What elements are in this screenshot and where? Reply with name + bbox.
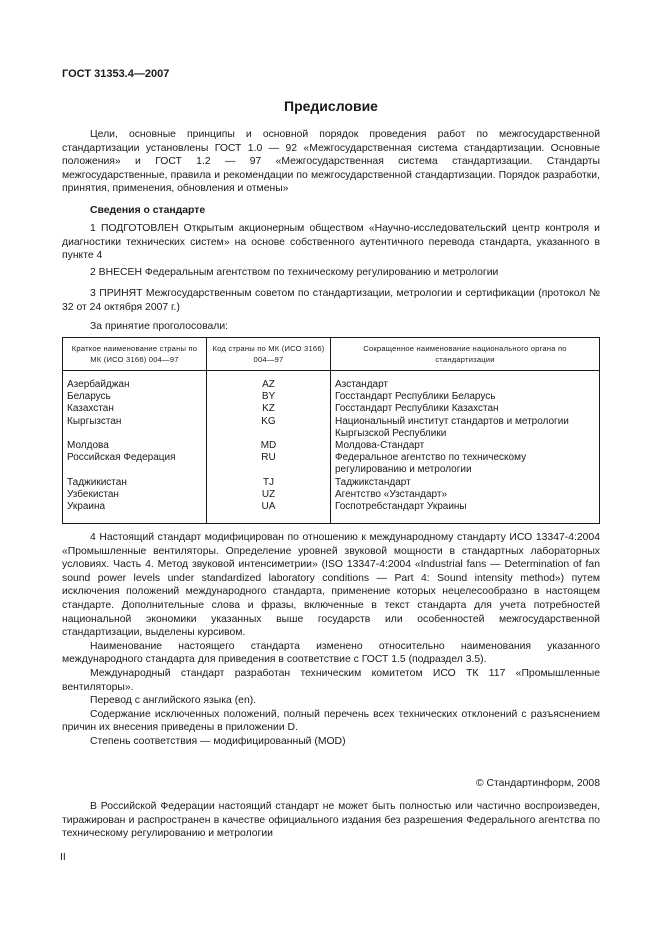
intro-paragraph: Цели, основные принципы и основной порядок проведения работ по межгосударственной стандартизации установлены ГОСТ 1.0 — 92 «Межгосударственная система стандартизации. Основные положения» и ГОСТ 1.2 — 97 «Межгосударственная система стандартизации. Стандарты межгосударственные, правила и рекомендации по межгосударственной стандартизации. Порядок разработки, принятия, применения, обновления и отмены»	[62, 129, 600, 195]
legal-notice-block	[62, 800, 600, 841]
code-cell: AZ	[207, 379, 331, 391]
country-cell: Казахстан	[63, 403, 207, 415]
table-row	[63, 379, 600, 391]
table-row	[63, 416, 600, 440]
body-cell: Госстандарт Республики Беларусь	[331, 391, 600, 403]
copyright-notice: © Стандартинформ, 2008	[475, 778, 600, 789]
table-row	[63, 501, 600, 524]
table-row	[63, 477, 600, 489]
item-2-block	[62, 266, 600, 280]
country-cell: Молдова	[63, 440, 207, 452]
code-cell: UZ	[207, 489, 331, 501]
header-code: Код страны по МК (ИСО 3166) 004—97	[207, 338, 331, 371]
body-cell: Агентство «Узстандарт»	[331, 489, 600, 501]
item-3-block	[62, 287, 600, 314]
degree-of-correspondence-paragraph: Степень соответствия — модифицированный (MOD)	[90, 735, 346, 747]
country-cell: Таджикистан	[63, 477, 207, 489]
standard-info-block	[62, 204, 600, 218]
voted-label: За принятие проголосовали:	[90, 321, 229, 332]
intro-block	[62, 128, 600, 196]
item-4-block	[62, 531, 600, 749]
country-cell: Беларусь	[63, 391, 207, 403]
body-cell: Молдова-Стандарт	[331, 440, 600, 452]
country-cell: Украина	[63, 501, 207, 524]
code-cell: TJ	[207, 477, 331, 489]
table-row	[63, 452, 600, 476]
excluded-provisions-paragraph: Содержание исключенных положений, полный перечень всех технических отклонений с разъяснением причин их внесения приведены в приложении D.	[62, 708, 600, 734]
table-row	[63, 489, 600, 501]
body-cell: Госстандарт Республики Казахстан	[331, 403, 600, 415]
country-cell: Узбекистан	[63, 489, 207, 501]
code-cell: UA	[207, 501, 331, 524]
table-row	[63, 403, 600, 415]
page-title: Предисловие	[284, 98, 378, 114]
document-code-header: ГОСТ 31353.4—2007	[62, 68, 170, 80]
table-row	[63, 440, 600, 452]
table-header-row	[63, 338, 600, 371]
country-cell: Кыргызстан	[63, 416, 207, 440]
code-cell: BY	[207, 391, 331, 403]
item-1-block	[62, 222, 600, 263]
code-cell: KZ	[207, 403, 331, 415]
body-cell: Таджикстандарт	[331, 477, 600, 489]
body-cell: Национальный институт стандартов и метрологии Кыргызской Республики	[331, 416, 600, 440]
country-cell: Российская Федерация	[63, 452, 207, 476]
technical-committee-paragraph: Международный стандарт разработан техническим комитетом ИСО ТК 117 «Промышленные вентиляторы».	[62, 667, 600, 693]
header-body: Сокращенное наименование национального органа по стандартизации	[331, 338, 600, 371]
page-number: II	[60, 852, 66, 863]
code-cell: RU	[207, 452, 331, 476]
header-country: Краткое наименование страны по МК (ИСО 3166) 004—97	[63, 338, 207, 371]
voted-label-block	[62, 320, 600, 334]
code-cell: MD	[207, 440, 331, 452]
body-cell: Азстандарт	[331, 379, 600, 391]
body-cell: Госпотребстандарт Украины	[331, 501, 600, 524]
body-cell: Федеральное агентство по техническому регулированию и метрологии	[331, 452, 600, 476]
name-change-paragraph: Наименование настоящего стандарта изменено относительно наименования указанного международного стандарта для приведения в соответствие с ГОСТ 1.5 (подраздел 3.5).	[62, 640, 600, 666]
item-2-paragraph: 2 ВНЕСЕН Федеральным агентством по техническому регулированию и метрологии	[90, 267, 499, 278]
translation-paragraph: Перевод с английского языка (en).	[90, 695, 257, 707]
code-cell: KG	[207, 416, 331, 440]
country-cell: Азербайджан	[63, 379, 207, 391]
legal-notice: В Российской Федерации настоящий стандарт не может быть полностью или частично воспроизведен, тиражирован и распространен в качестве официального издания без разрешения Федерального агентства по техническому регулированию и метрологии	[62, 801, 600, 840]
table-row	[63, 391, 600, 403]
member-table-block	[62, 337, 600, 524]
item-4-paragraph: 4 Настоящий стандарт модифицирован по отношению к международному стандарту ИСО 13347-4:2004 «Промышленные вентиляторы. Определение уровней звуковой мощности в стандартных лабораторных условиях. Часть 4. Метод звуковой интенсиметрии» (ISO 13347-4:2004 «Industrial fans — Determination of fan sound power levels under standardized laboratory conditions — Part 4: Sound intensity method») путем исключения положений международного стандарта, применение которых нецелесообразно в настоящем стандарте. Дополнительные слова и фразы, включенные в текст стандарта для учета потребностей национальной экономики указанных выше государств или особенностей межгосударственной стандартизации, выделены курсивом.	[62, 532, 600, 639]
section-heading: Сведения о стандарте	[90, 205, 206, 216]
member-states-table	[62, 337, 600, 524]
item-3-paragraph: 3 ПРИНЯТ Межгосударственным советом по стандартизации, метрологии и сертификации (протокол № 32 от 24 октября 2007 г.)	[62, 288, 600, 313]
item-1-paragraph: 1 ПОДГОТОВЛЕН Открытым акционерным обществом «Научно-исследовательский центр контроля и диагностики технических систем» на основе собственного аутентичного перевода стандарта, указанного в пункте 4	[62, 223, 600, 262]
